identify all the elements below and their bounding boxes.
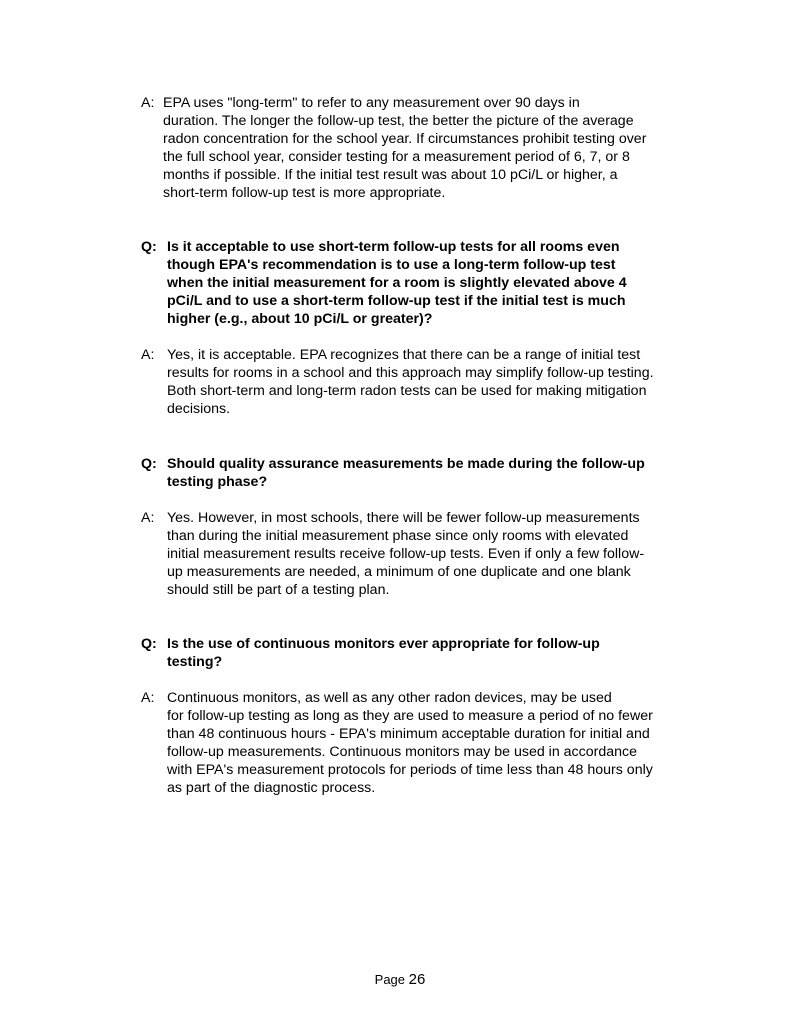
answer-line: than 48 continuous hours - EPA's minimum acceptable duration for initial and bbox=[167, 726, 650, 743]
answer-line: initial measurement results receive follow-up tests. Even if only a few follow- bbox=[167, 546, 645, 563]
question-line: testing? bbox=[167, 654, 223, 671]
answer-line: than during the initial measurement phase since only rooms with elevated bbox=[167, 528, 629, 545]
answer-line: radon concentration for the school year. If circumstances prohibit testing over bbox=[163, 131, 647, 148]
question-line: pCi/L and to use a short-term follow-up test if the initial test is much bbox=[167, 293, 626, 310]
page-number: 26 bbox=[408, 971, 426, 988]
question-label: Q: bbox=[141, 636, 157, 652]
question-block bbox=[141, 635, 716, 671]
answer-label: A: bbox=[141, 347, 155, 363]
answer-line: with EPA's measurement protocols for periods of time less than 48 hours only bbox=[167, 762, 653, 779]
answer-block bbox=[141, 509, 716, 599]
question-label: Q: bbox=[141, 239, 157, 255]
question-block bbox=[141, 455, 716, 491]
question-text: Is the use of continuous monitors ever appropriate for follow-up bbox=[167, 636, 600, 652]
answer-label: A: bbox=[141, 510, 155, 526]
answer-line bbox=[141, 346, 716, 364]
answer-block bbox=[141, 689, 716, 798]
question-line: when the initial measurement for a room is slightly elevated above 4 bbox=[167, 275, 627, 292]
question-line bbox=[141, 238, 716, 256]
answer-label: A: bbox=[141, 690, 155, 706]
answer-line bbox=[141, 509, 716, 527]
answer-line bbox=[141, 94, 716, 112]
question-line bbox=[141, 635, 716, 653]
answer-line: as part of the diagnostic process. bbox=[167, 780, 376, 797]
answer-text: Yes, it is acceptable. EPA recognizes that there can be a range of initial test bbox=[167, 347, 641, 363]
answer-line: months if possible. If the initial test result was about 10 pCi/L or higher, a bbox=[163, 167, 618, 184]
answer-line bbox=[141, 689, 716, 707]
answer-line: up measurements are needed, a minimum of one duplicate and one blank bbox=[167, 564, 631, 581]
answer-text: Continuous monitors, as well as any other radon devices, may be used bbox=[167, 690, 612, 706]
page-footer bbox=[0, 971, 800, 988]
question-line: testing phase? bbox=[167, 474, 268, 491]
answer-text: Yes. However, in most schools, there will be fewer follow-up measurements bbox=[167, 510, 640, 526]
answer-line: results for rooms in a school and this approach may simplify follow-up testing. bbox=[167, 365, 654, 382]
answer-label: A: bbox=[141, 95, 155, 111]
answer-text: EPA uses "long-term" to refer to any measurement over 90 days in bbox=[163, 95, 580, 111]
answer-line: follow-up measurements. Continuous monitors may be used in accordance bbox=[167, 744, 638, 761]
question-line bbox=[141, 455, 716, 473]
question-label: Q: bbox=[141, 456, 157, 472]
answer-block bbox=[141, 94, 716, 203]
question-line: though EPA's recommendation is to use a long-term follow-up test bbox=[167, 257, 616, 274]
answer-line: for follow-up testing as long as they are used to measure a period of no fewer bbox=[167, 708, 653, 725]
question-text: Should quality assurance measurements be made during the follow-up bbox=[167, 456, 645, 472]
answer-line: duration. The longer the follow-up test, the better the picture of the average bbox=[163, 113, 634, 130]
answer-line: should still be part of a testing plan. bbox=[167, 582, 390, 599]
answer-line: short-term follow-up test is more appropriate. bbox=[163, 185, 446, 202]
question-line: higher (e.g., about 10 pCi/L or greater)? bbox=[167, 311, 433, 328]
answer-line: decisions. bbox=[167, 401, 231, 418]
answer-block bbox=[141, 346, 716, 418]
answer-line: the full school year, consider testing for a measurement period of 6, 7, or 8 bbox=[163, 149, 630, 166]
answer-line: Both short-term and long-term radon tests can be used for making mitigation bbox=[167, 383, 647, 400]
question-text: Is it acceptable to use short-term follow-up tests for all rooms even bbox=[167, 239, 620, 255]
page-label: Page bbox=[374, 972, 406, 987]
question-block bbox=[141, 238, 716, 328]
